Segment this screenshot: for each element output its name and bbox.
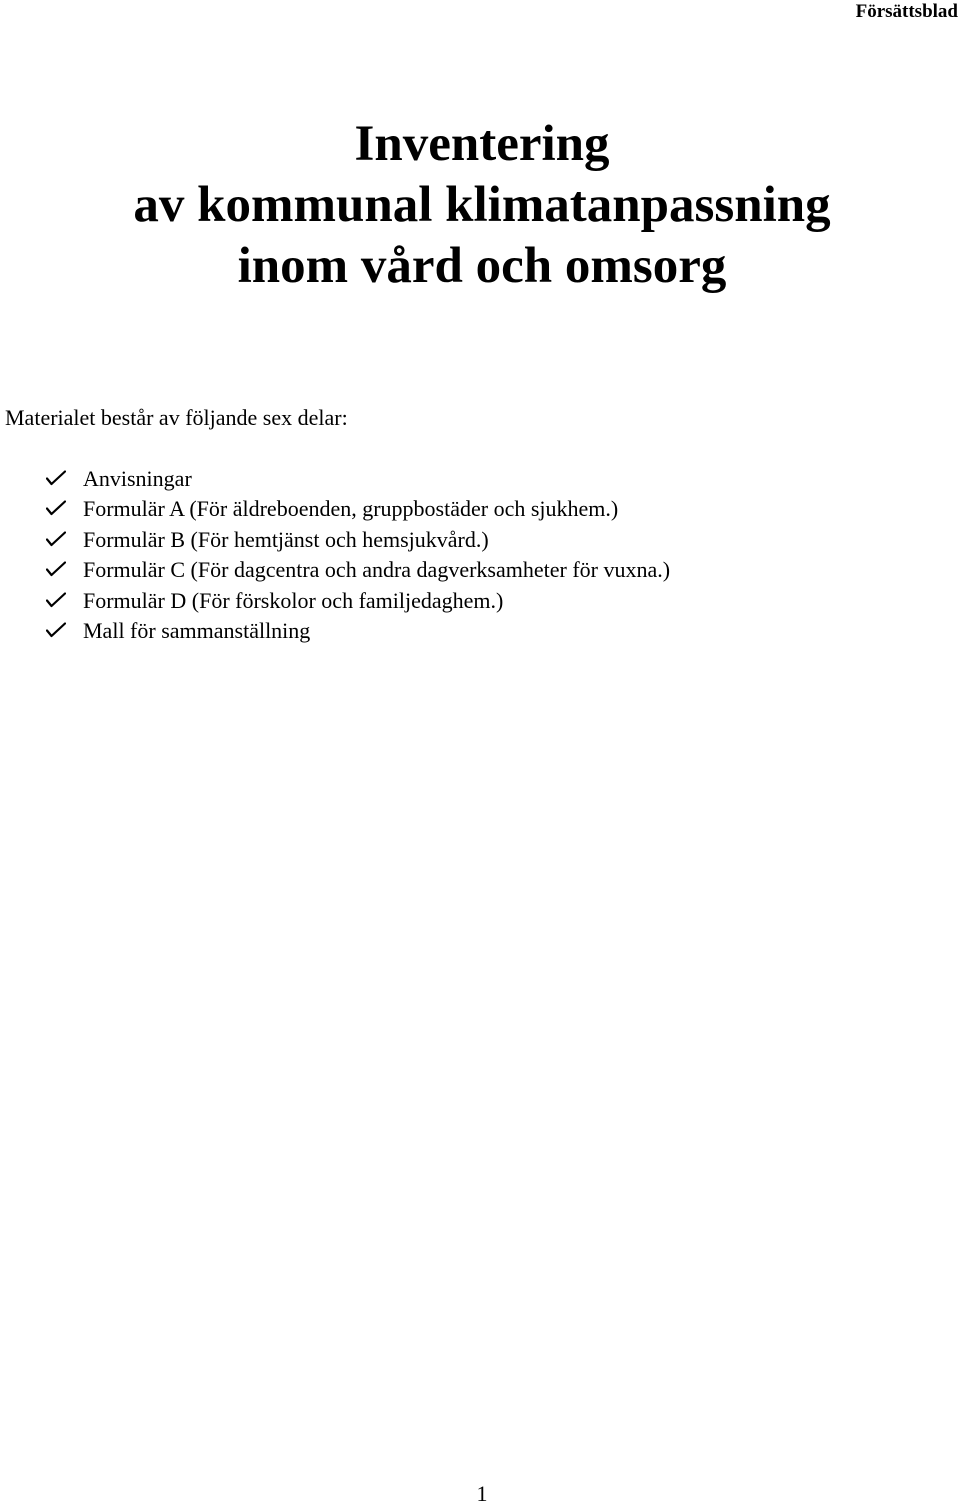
list-item-formular-d (46, 586, 670, 616)
list-item-label: Formulär A (För äldreboenden, gruppbostäder och sjukhem.) (83, 496, 619, 522)
title-line-3: inom vård och omsorg (237, 238, 727, 294)
checkmark-icon (46, 470, 66, 486)
list-item-label: Formulär C (För dagcentra och andra dagverksamheter för vuxna.) (83, 557, 671, 583)
list-item-formular-c (46, 555, 670, 585)
contents-list (46, 464, 670, 646)
cover-sheet-label: Försättsblad (855, 1, 958, 22)
list-item-formular-a (46, 494, 670, 524)
list-item-label: Formulär D (För förskolor och familjedaghem.) (83, 587, 504, 613)
list-item-label: Anvisningar (83, 466, 192, 491)
intro-text: Materialet består av följande sex delar: (5, 405, 348, 430)
checkmark-icon (46, 531, 66, 547)
title-line-1: Inventering (354, 116, 610, 172)
checkmark-icon (46, 622, 66, 638)
list-item-label: Formulär B (För hemtjänst och hemsjukvård.) (83, 526, 489, 552)
list-item-formular-b (46, 525, 670, 555)
list-item-mall (46, 616, 670, 646)
checkmark-icon (46, 500, 66, 516)
list-item-label: Mall för sammanställning (83, 617, 311, 643)
checkmark-icon (46, 561, 66, 577)
page-number: 1 (476, 1481, 488, 1506)
title-line-2: av kommunal klimatanpassning (133, 177, 831, 233)
checkmark-icon (46, 592, 66, 608)
list-item-anvisningar (46, 464, 670, 494)
document-title (0, 114, 960, 297)
